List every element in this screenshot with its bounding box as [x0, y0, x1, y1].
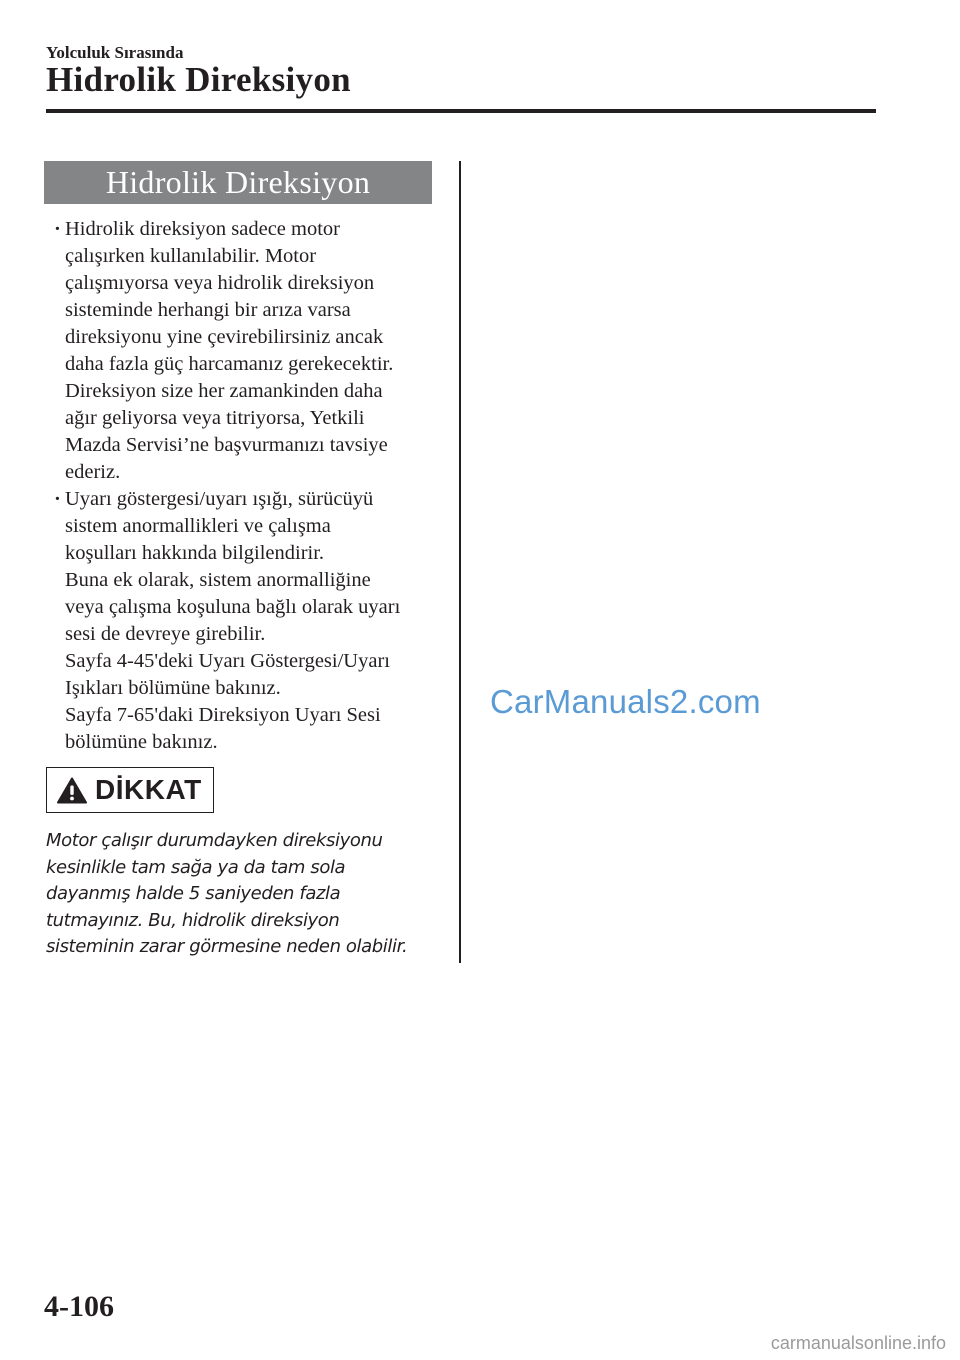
chapter-label: Yolculuk Sırasında — [46, 43, 184, 62]
warning-line: Motor çalışır durumdayken direksiyonu — [46, 830, 383, 851]
bullet-line: sesi de devreye girebilir. — [65, 623, 266, 645]
bullet-line: koşulları hakkında bilgilendirir. — [65, 542, 325, 564]
bullet-line: Mazda Servisi’ne başvurmanızı tavsiye — [65, 434, 388, 456]
bullet-line: ederiz. — [65, 461, 121, 483]
bullet-line: ağır geliyorsa veya titriyorsa, Yetkili — [65, 407, 365, 429]
warning-line: sisteminin zarar görmesine neden olabilir. — [46, 936, 408, 957]
bullet-line: Direksiyon size her zamankinden daha — [65, 380, 383, 402]
warning-label: DİKKAT — [95, 774, 202, 805]
section-body — [46, 216, 438, 756]
section-heading: Hidrolik Direksiyon — [44, 161, 432, 204]
bullet-line: çalışmıyorsa veya hidrolik direksiyon — [65, 272, 375, 294]
bullet-line: sistem anormallikleri ve çalışma — [65, 515, 331, 537]
warning-triangle-icon — [57, 777, 87, 804]
title-divider — [46, 109, 876, 113]
column-divider — [459, 161, 461, 963]
warning-line: kesinlikle tam sağa ya da tam sola — [46, 856, 346, 878]
warning-line: tutmayınız. Bu, hidrolik direksiyon — [46, 909, 340, 931]
bullet-line: Uyarı göstergesi/uyarı ışığı, sürücüyü — [65, 488, 374, 510]
bullet-item — [46, 216, 438, 486]
page-number: 4-106 — [44, 1290, 114, 1323]
footer-watermark: carmanualsonline.info — [770, 1333, 946, 1353]
bullet-line: Buna ek olarak, sistem anormalliğine — [65, 569, 371, 591]
bullet-line: bölümüne bakınız. — [65, 731, 218, 753]
bullet-line: daha fazla güç harcamanız gerekecektir. — [65, 353, 394, 375]
bullet-line: Hidrolik direksiyon sadece motor — [65, 218, 340, 240]
bullet-line: direksiyonu yine çevirebilirsiniz ancak — [65, 326, 384, 348]
bullet-line: veya çalışma koşuluna bağlı olarak uyarı — [65, 596, 401, 618]
bullet-marker: · — [54, 218, 61, 240]
bullet-line: çalışırken kullanılabilir. Motor — [65, 245, 317, 267]
bullet-line: Sayfa 7-65'daki Direksiyon Uyarı Sesi — [65, 704, 381, 726]
bullet-marker: · — [54, 488, 61, 510]
bullet-line: Sayfa 4-45'deki Uyarı Göstergesi/Uyarı — [65, 650, 390, 672]
page-title: Hidrolik Direksiyon — [46, 60, 351, 99]
bullet-line: sisteminde herhangi bir arıza varsa — [65, 299, 351, 321]
bullet-line: Işıkları bölümüne bakınız. — [65, 677, 281, 699]
watermark: CarManuals2.com — [490, 683, 761, 720]
bullet-item — [46, 486, 438, 756]
warning-text — [46, 828, 446, 961]
warning-badge — [46, 767, 214, 813]
warning-line: dayanmış halde 5 saniyeden fazla — [46, 883, 341, 904]
